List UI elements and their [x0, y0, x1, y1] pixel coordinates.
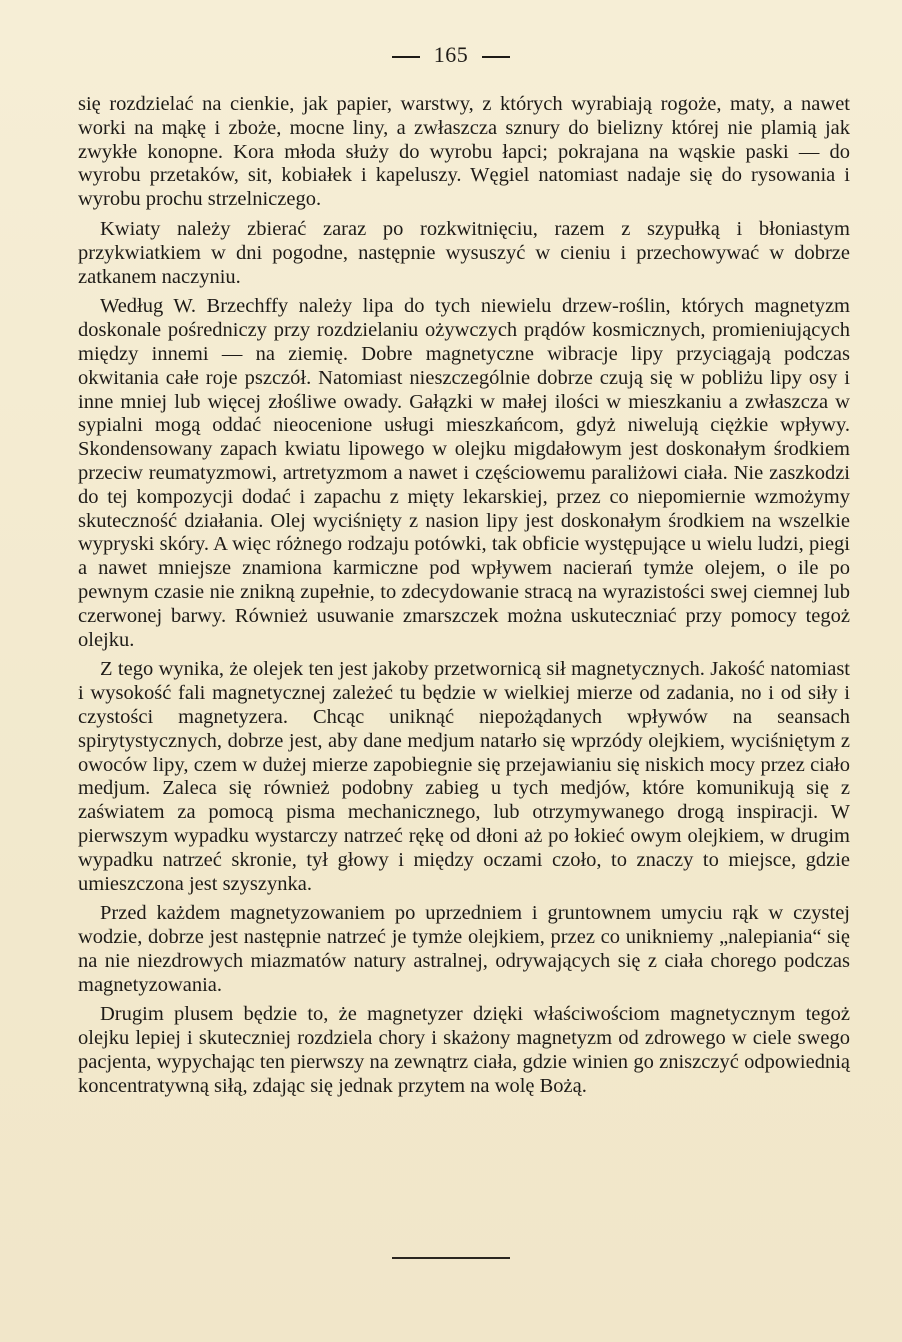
body-text [78, 93, 850, 1105]
paragraph-6: Drugim plusem będzie to, że magnetyzer dzięki właściwościom magnetycznym tegoż olejku lepiej i skuteczniej rozdziela chory i skażony magnetyzm od zdrowego w ciele swego pacjenta, wypychając ten pierwszy na zewnątrz ciała, gdzie winien go zniszczyć odpowiednią koncentratywną siłą, zdając się jednak przytem na wolę Bożą. [78, 1003, 850, 1097]
page-number-dash-right [482, 56, 510, 58]
end-rule [392, 1257, 510, 1259]
paragraph-5: Przed każdem magnetyzowaniem po uprzedniem i gruntownem umyciu rąk w czystej wodzie, dobrze jest następnie natrzeć je tymże olejkiem, przez co unikniemy „nalepiania“ się na nie niezdrowych miazmatów natury astralnej, odrywających się z ciała chorego podczas magnetyzowania. [78, 902, 850, 996]
paragraph-3: Według W. Brzechffy należy lipa do tych niewielu drzew-roślin, których magnetyzm doskonale pośredniczy przy rozdzielaniu ożywczych prądów kosmicznych, promieniujących między innemi — na ziemię. Dobre magnetyczne wibracje lipy przyciągają podczas okwitania całe roje pszczół. Natomiast nieszczególnie dobrze czują się w pobliżu lipy osy i inne mniej lub więcej złośliwe owady. Gałązki w małej ilości w mieszkaniu a zwłaszcza w sypialni mogą oddać nieocenione usługi mieszkańcom, gdyż niwelują ciężkie wpływy. Skondensowany zapach kwiatu lipowego w olejku migdałowym jest doskonałym środkiem przeciw reumatyzmowi, artretyzmom a nawet i częściowemu paraliżowi ciała. Nie zaszkodzi do tej kompozycji dodać i zapachu z mięty lekarskiej, przez co niepomiernie wzmożymy skuteczność działania. Olej wyciśnięty z nasion lipy jest doskonałym środkiem na wszelkie wypryski skóry. A więc różnego rodzaju potówki, tak obficie występujące u wielu ludzi, piegi a nawet mniejsze znamiona karmiczne pod wpływem nacierań tymże olejem, o ile po pewnym czasie nie znikną zupełnie, to zdecydowanie stracą na wyrazistości swej ciemnej lub czerwonej barwy. Również usuwanie zmarszczek można uskuteczniać przy pomocy tegoż olejku. [78, 295, 850, 651]
page-number [0, 42, 902, 68]
paragraph-1: się rozdzielać na cienkie, jak papier, warstwy, z których wyrabiają rogoże, maty, a nawet worki na mąkę i zboże, mocne liny, a zwłaszcza sznury do bielizny której nie plamią jak zwykłe konopne. Kora młoda służy do wyrobu łapci; pokrajana na wąskie paski — do wyrobu przetaków, sit, kobiałek i kapeluszy. Węgiel natomiast nadaje się do rysowania i wyrobu prochu strzelniczego. [78, 93, 850, 211]
paragraph-4: Z tego wynika, że olejek ten jest jakoby przetwornicą sił magnetycznych. Jakość natomiast i wysokość fali magnetycznej zależeć tu będzie w wielkiej mierze od zadania, no i od siły i czystości magnetyzera. Chcąc uniknąć niepożądanych wpływów na seansach spirytystycznych, dobrze jest, aby dane medjum natarło się wprzódy olejkiem, wyciśniętym z owoców lipy, czem w dużej mierze zapobiegnie się przejawianiu się niskich mocy przez ciało medjum. Zaleca się również podobny zabieg u tych medjów, które komunikują się z zaświatem za pomocą pisma mechanicznego, lub otrzymywanego drogą inspiracji. W pierwszym wypadku wystarczy natrzeć rękę od dłoni aż po łokieć owym olejkiem, w drugim wypadku natrzeć skronie, tył głowy i między oczami czoło, to znaczy to miejsce, gdzie umieszczona jest szyszynka. [78, 658, 850, 895]
paragraph-2: Kwiaty należy zbierać zaraz po rozkwitnięciu, razem z szypułką i błoniastym przykwiatkiem w dni pogodne, następnie wysuszyć w cieniu i przechowywać w dobrze zatkanem naczyniu. [78, 217, 850, 288]
page-number-dash-left [392, 56, 420, 58]
page-number-value: 165 [433, 42, 469, 67]
